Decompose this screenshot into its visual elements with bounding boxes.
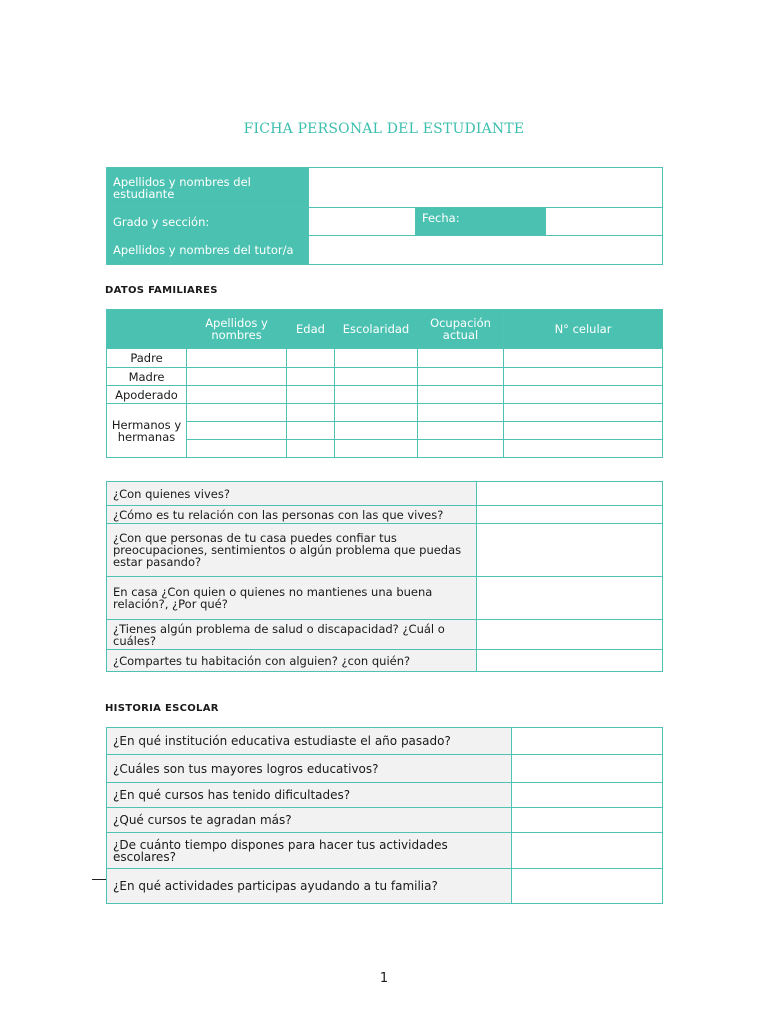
family-col-header: Apellidos y nombres (187, 310, 287, 349)
family-col-header: Escolaridad (335, 310, 418, 349)
family-cell[interactable] (187, 404, 287, 422)
school-question: ¿Cuáles son tus mayores logros educativos? (107, 755, 512, 783)
home-answer-field[interactable] (477, 482, 663, 506)
family-col-header (107, 310, 187, 349)
family-cell[interactable] (335, 386, 418, 404)
family-col-header: N° celular (504, 310, 663, 349)
family-cell[interactable] (187, 422, 287, 440)
student-name-label: Apellidos y nombres del estudiante (107, 168, 309, 208)
family-col-header: Ocupación actual (418, 310, 504, 349)
school-question: ¿De cuánto tiempo dispones para hacer tus actividades escolares? (107, 833, 512, 869)
family-cell[interactable] (335, 404, 418, 422)
student-name-field[interactable] (309, 168, 663, 208)
school-answer-field[interactable] (512, 783, 663, 808)
home-answer-field[interactable] (477, 620, 663, 650)
page-number: 1 (379, 971, 389, 986)
family-cell[interactable] (335, 349, 418, 368)
home-question: ¿Con que personas de tu casa puedes confiar tus preocupaciones, sentimientos o algún problema que puedas estar pasando? (107, 524, 477, 577)
date-label: Fecha: (416, 208, 546, 236)
family-cell[interactable] (504, 349, 663, 368)
home-question: En casa ¿Con quien o quienes no mantienes una buena relación?, ¿Por qué? (107, 577, 477, 620)
family-cell[interactable] (418, 422, 504, 440)
family-cell[interactable] (287, 422, 335, 440)
family-cell[interactable] (504, 440, 663, 458)
family-cell[interactable] (287, 349, 335, 368)
home-answer-field[interactable] (477, 577, 663, 620)
family-cell[interactable] (418, 386, 504, 404)
grade-section-field[interactable] (309, 208, 416, 236)
school-question: ¿En qué institución educativa estudiaste el año pasado? (107, 728, 512, 755)
family-cell[interactable] (504, 386, 663, 404)
family-cell[interactable] (287, 368, 335, 386)
home-answer-field[interactable] (477, 650, 663, 672)
school-answer-field[interactable] (512, 728, 663, 755)
family-cell[interactable] (335, 440, 418, 458)
school-answer-field[interactable] (512, 869, 663, 904)
school-answer-field[interactable] (512, 808, 663, 833)
family-cell[interactable] (335, 368, 418, 386)
tutor-name-field[interactable] (309, 236, 663, 265)
family-cell[interactable] (187, 368, 287, 386)
tutor-name-label: Apellidos y nombres del tutor/a (107, 236, 309, 265)
home-question: ¿Con quienes vives? (107, 482, 477, 506)
date-field[interactable] (546, 208, 663, 236)
school-section-heading: HISTORIA ESCOLAR (105, 703, 219, 714)
family-row-label: Apoderado (107, 386, 187, 404)
family-cell[interactable] (187, 440, 287, 458)
margin-mark (92, 879, 106, 880)
family-cell[interactable] (335, 422, 418, 440)
page-title: FICHA PERSONAL DEL ESTUDIANTE (243, 121, 525, 137)
family-row-label: Padre (107, 349, 187, 368)
student-info-table (106, 167, 663, 265)
family-cell[interactable] (504, 368, 663, 386)
family-cell[interactable] (187, 386, 287, 404)
family-cell[interactable] (418, 440, 504, 458)
home-answer-field[interactable] (477, 524, 663, 577)
family-row-label: Madre (107, 368, 187, 386)
family-cell[interactable] (418, 368, 504, 386)
home-questions-table (106, 481, 663, 672)
home-question: ¿Cómo es tu relación con las personas con las que vives? (107, 506, 477, 524)
family-cell[interactable] (187, 349, 287, 368)
school-answer-field[interactable] (512, 755, 663, 783)
home-answer-field[interactable] (477, 506, 663, 524)
school-answer-field[interactable] (512, 833, 663, 869)
home-question: ¿Compartes tu habitación con alguien? ¿con quién? (107, 650, 477, 672)
family-cell[interactable] (418, 404, 504, 422)
school-question: ¿Qué cursos te agradan más? (107, 808, 512, 833)
family-cell[interactable] (504, 404, 663, 422)
family-row-label: Hermanos y hermanas (107, 404, 187, 458)
family-table (106, 309, 663, 458)
family-cell[interactable] (287, 386, 335, 404)
school-question: ¿En qué actividades participas ayudando a tu familia? (107, 869, 512, 904)
school-question: ¿En qué cursos has tenido dificultades? (107, 783, 512, 808)
family-col-header: Edad (287, 310, 335, 349)
family-cell[interactable] (504, 422, 663, 440)
grade-section-label: Grado y sección: (107, 208, 309, 236)
family-cell[interactable] (287, 404, 335, 422)
family-cell[interactable] (418, 349, 504, 368)
school-history-table (106, 727, 663, 904)
home-question: ¿Tienes algún problema de salud o discapacidad? ¿Cuál o cuáles? (107, 620, 477, 650)
family-section-heading: DATOS FAMILIARES (105, 285, 218, 296)
family-cell[interactable] (287, 440, 335, 458)
